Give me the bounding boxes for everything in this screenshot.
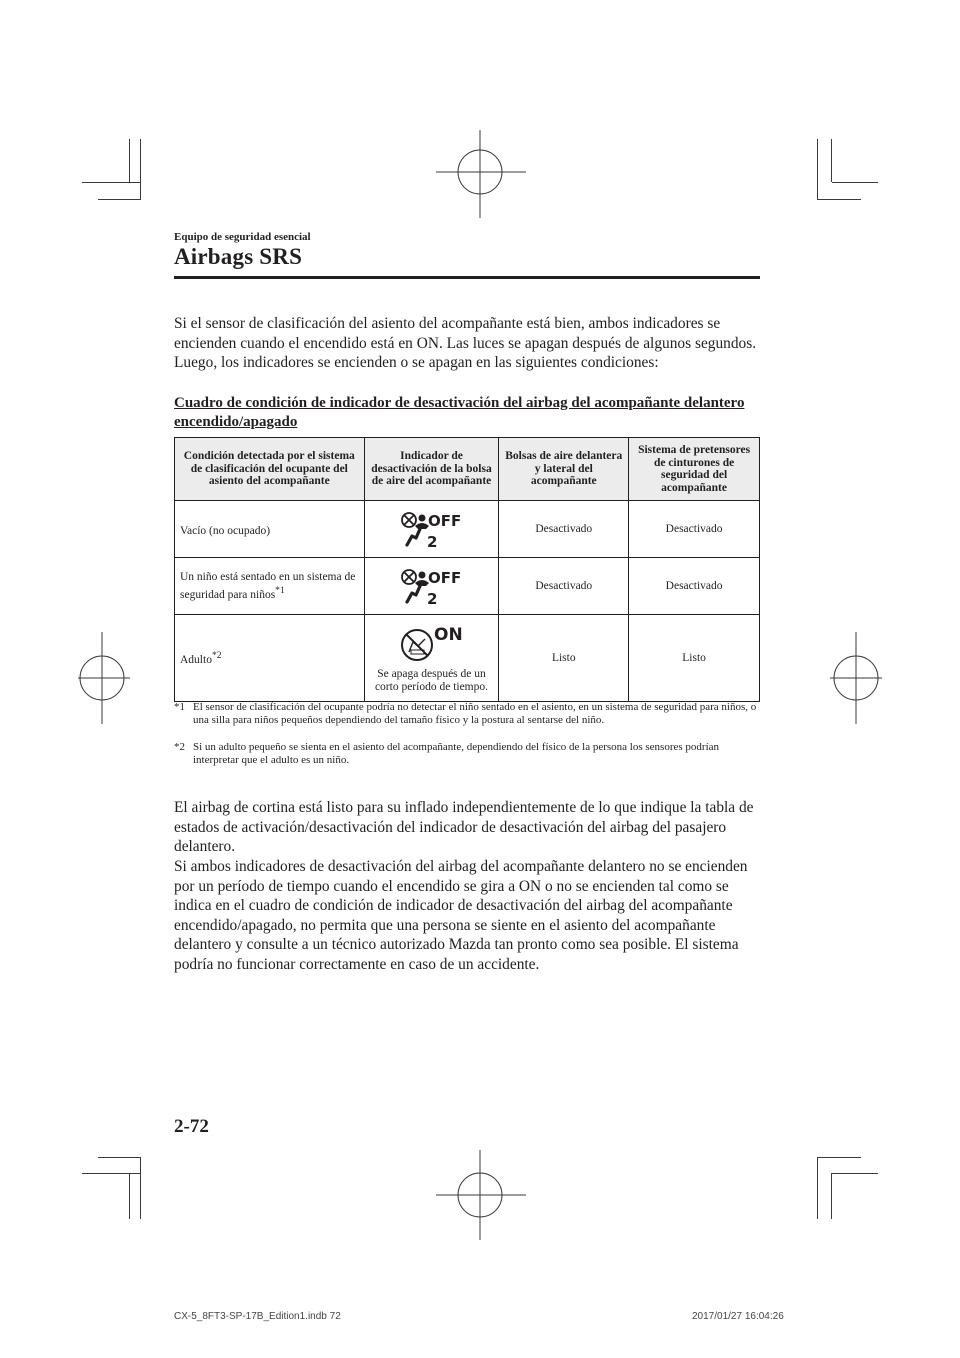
crop-mark [140,1157,141,1219]
crop-mark [831,139,832,182]
crop-mark [98,1157,141,1158]
crop-mark [82,182,140,183]
registration-mark [830,632,882,724]
indicator-label: OFF [428,569,462,587]
table-row [175,615,760,702]
crop-mark [817,1157,818,1219]
indicator-note: Se apaga después de un corto período de tiempo. [374,668,489,693]
column-header: Sistema de pretensores de cinturones de seguridad del acompañante [629,438,760,501]
table-heading: Cuadro de condición de indicador de desactivación del airbag del acompañante delantero encendido/apagado [174,395,745,430]
table-header-row [175,438,760,501]
airbag-off-icon [369,566,495,606]
svg-text:2: 2 [427,590,438,606]
condition-mark: *1 [275,584,285,596]
crop-mark [817,139,818,200]
curtain-airbag-paragraph: El airbag de cortina está listo para su inflado independientemente de lo que indique la tabla de estados de activación/desactivación del indicador de desactivación del airbag del pasajero delantero. [174,799,754,855]
airbags-status: Desactivado [499,558,629,615]
table-row [175,558,760,615]
pretensioner-status: Listo [629,615,760,702]
airbag-on-icon [369,622,495,666]
page-number: 2-72 [174,1116,209,1137]
crop-mark [832,182,878,183]
airbag-off-icon [369,509,495,549]
crop-mark [140,139,141,200]
intro-paragraph: Si el sensor de clasificación del asiento del acompañante está bien, ambos indicadores se encienden cuando el encendido está en ON. Las luces se apagan después de algunos segundos. Luego, los indicadores se encienden o se apagan en las siguientes condiciones: [174,315,757,371]
condition-cell [175,501,365,558]
condition-cell [175,558,365,615]
indicator-cell [364,558,499,615]
pretensioner-status: Desactivado [629,501,760,558]
footnote [174,741,764,766]
section-label: Equipo de seguridad esencial [174,231,311,243]
footnote [174,701,764,726]
crop-mark [817,199,861,200]
crop-mark [832,1173,878,1174]
column-header: Indicador de desactivación de la bolsa de aire del acompañante [364,438,499,501]
table-row [175,501,760,558]
crop-mark [129,139,130,182]
footnote-text: El sensor de clasificación del ocupante podría no detectar el niño sentado en el asiento, en un sistema de seguridad para niños, o una silla para niños pequeños dependiendo del tamaño físico y la postura al sentarse del niño. [193,701,757,726]
airbags-status: Listo [499,615,629,702]
condition-text: Vacío (no ocupado) [180,524,271,537]
crop-mark [82,1173,140,1174]
registration-mark [436,130,526,220]
registration-mark [436,1150,526,1240]
chapter-title: Airbags SRS [174,244,303,269]
print-slug-timestamp: 2017/01/27 16:04:26 [692,1311,784,1322]
crop-mark [831,1173,832,1219]
svg-text:2: 2 [427,533,438,549]
crop-mark [98,199,141,200]
condition-mark: *2 [211,650,222,662]
indicator-condition-table [174,437,760,702]
column-header: Bolsas de aire delantera y lateral del acompañante [499,438,629,501]
footnote-mark: *1 [174,701,185,713]
crop-mark [817,1157,861,1158]
pretensioner-status: Desactivado [629,558,760,615]
title-rule [174,276,760,279]
condition-cell [175,615,365,702]
crop-mark [129,1173,130,1219]
print-slug-file: CX-5_8FT3-SP-17B_Edition1.indb 72 [174,1311,341,1322]
condition-text: Adulto [180,653,212,666]
indicator-cell [364,615,499,702]
column-header: Condición detectada por el sistema de clasificación del ocupante del asiento del acompañante [175,438,365,501]
warning-paragraph: Si ambos indicadores de desactivación del airbag del acompañante delantero no se encienden por un período de tiempo cuando el encendido se gira a ON o no se encienden tal como se indica en el cuadro de condición de indicador de desactivación del airbag del acompañante encendido/apagado, no permita que una persona se siente en el asiento del acompañante delantero y consulte a un técnico autorizado Mazda tan pronto como sea posible. El sistema podría no funcionar correctamente en caso de un accidente. [174,858,748,973]
indicator-cell [364,501,499,558]
footnote-mark: *2 [174,741,185,753]
footnote-text: Si un adulto pequeño se sienta en el asiento del acompañante, dependiendo del físico de la persona los sensores podrían interpretar que el adulto es un niño. [193,741,720,766]
condition-text: Un niño está sentado en un sistema de seguridad para niños [180,570,356,601]
airbags-status: Desactivado [499,501,629,558]
indicator-label: ON [434,625,464,645]
indicator-label: OFF [428,512,462,530]
registration-mark [78,632,130,724]
